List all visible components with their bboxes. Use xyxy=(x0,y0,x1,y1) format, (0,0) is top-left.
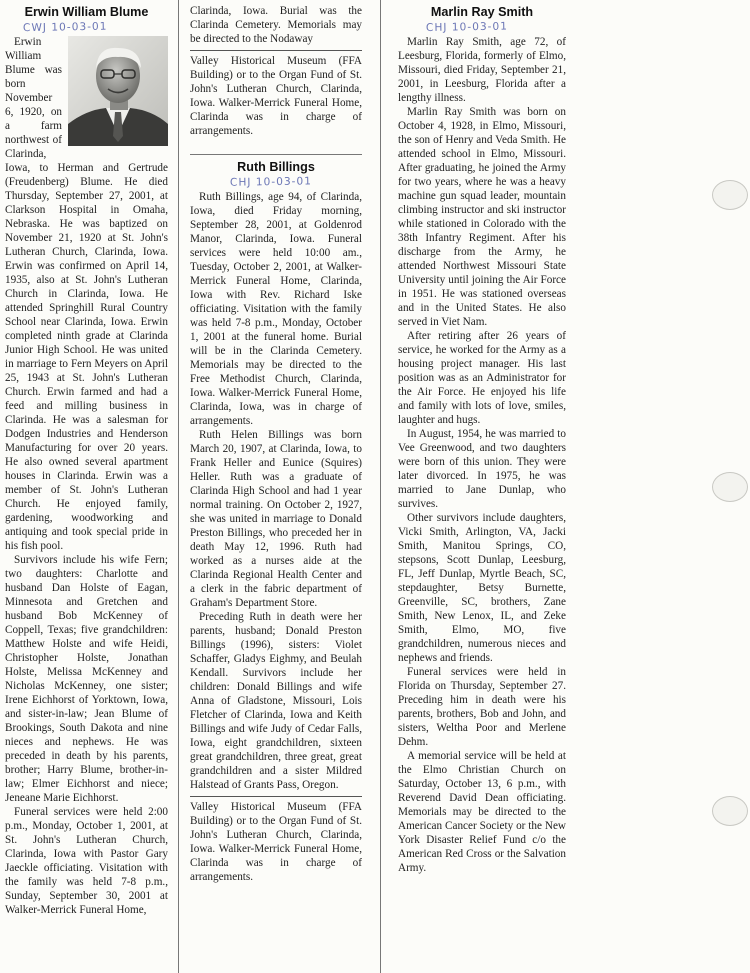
obituary-paragraph: After retiring after 26 years of service, he worked for the Army as a housing project manager. His last position was as an Administrator for the Air Force. He enjoyed his life and family with lots of love, smiles, laughter and hugs. xyxy=(398,330,566,426)
obituary-paragraph: A memorial service will be held at the Elmo Christian Church on Saturday, October 13, 6 p.m., with Reverend David Dean officiating. Memorials may be directed to the American Cancer Society or the New York Disaster Relief Fund c/o the American Red Cross or the Salvation Army. xyxy=(398,750,566,874)
obituary-headline: Ruth Billings xyxy=(237,160,315,174)
obituary-ruth-billings xyxy=(190,160,362,884)
obituary-paragraph: Survivors include his wife Fern; two daughters: Charlotte and husband Dan Holste of Eagan, Minnesota and Gretchen and husband Bob McKenney of Coppell, Texas; five grandchildren: Matthew Holste and wife Heidi, Christopher Holste, Jonathan Holste, Melissa McKenney and Nicholas McKenney, one sister; Irene Eichhorst of Yorktown, Iowa, and sister-in-law; Jean Blume of Brookings, South Dakota and nine nieces and nephews. He was preceded in death by his parents, brother; Harry Blume, brother-in-law; Elmer Eichhorst and niece; Jeneane Marie Eichhorst. xyxy=(5,554,168,804)
obituary-headline: Marlin Ray Smith xyxy=(430,5,534,19)
obituary-paragraph: In August, 1954, he was married to Vee Greenwood, and two daughters were born of this union. They were later divorced. In 1975, he was married to Jane Dunlap, who survives. xyxy=(398,428,566,510)
obituary-continuation xyxy=(190,54,362,138)
divider-line xyxy=(190,796,362,797)
obituary-body xyxy=(398,35,566,875)
obituary-continuation xyxy=(190,4,362,46)
divider-line xyxy=(190,154,362,155)
obituary-paragraph: Valley Historical Museum (FFA Building) or to the Organ Fund of St. John's Lutheran Church, Clarinda, Iowa. Walker-Merrick Funeral Home, Clarinda was in charge of arrangements. xyxy=(190,55,362,137)
handwritten-date-stamp: CHJ 10-03-01 xyxy=(425,20,509,34)
portrait-photo xyxy=(68,36,168,146)
obituary-body xyxy=(190,190,362,792)
obituary-paragraph: Clarinda, Iowa. Burial was the Clarinda Cemetery. Memorials may be directed to the Nodaway xyxy=(190,5,362,45)
obituary-paragraph: Marlin Ray Smith, age 72, of Leesburg, Florida, formerly of Elmo, Missouri, died Friday, September 21, 2001, in Leesburg, Florida after a lengthy illness. xyxy=(398,36,566,104)
column-divider xyxy=(178,0,179,973)
obituary-paragraph: Funeral services were held in Florida on Thursday, September 27. Preceding him in death were his parents, brothers, Bob and John, and sisters, Weltha Poor and Merlene Dehm. xyxy=(398,666,566,748)
obituary-paragraph: Ruth Billings, age 94, of Clarinda, Iowa, died Friday morning, September 28, 2001, at Goldenrod Manor, Clarinda, Iowa. Funeral services were held 10:00 am., Tuesday, October 2, 2001, at Walker-Merrick Funeral Home, Clarinda, Iowa with Rev. Richard Iske officiating. Visitation with the family was held 7-8 p.m., Monday, October 1, 2001 at the funeral home. Burial will be in the Clarinda Cemetery. Memorials may be directed to the Free Methodist Church, Clarinda, Iowa. Walker-Merrick Funeral Home, Clarinda, Iowa, was in charge of arrangements. xyxy=(190,191,362,427)
obituary-body xyxy=(5,35,168,917)
obituary-marlin-smith xyxy=(398,0,566,875)
obituary-paragraph: Erwin William Blume was born November 6, 1920, on a farm northwest of Clarinda, Iowa, to Herman and Gertrude (Freudenberg) Blume. He died Thursday, September 27, 2001, at Clarkson Hospital in Omaha, Nebraska. He was baptized on November 21, 1920 at St. John's Lutheran Church, Clarinda, Iowa. Erwin was confirmed on April 14, 1935, also at St. John's Lutheran Church in Clarinda, Iowa. He attended Springhill Rural Country School near Clarinda, Iowa. Erwin completed ninth grade at Clarinda Junior High School. He was united in marriage to Fern Meyers on April 25, 1943 at St. John's Lutheran Church. Erwin farmed and had a feed and milling business in Clarinda. He was a salesman for Dodgen Industries and Henderson Manufacturing for over 20 years. He also owned several apartment houses in Clarinda. Erwin was a member of St. John's Lutheran Church. He enjoyed family, gardening, woodworking and antiquing and took special pride in his fish pool. xyxy=(5,36,168,552)
obituary-continuation xyxy=(190,800,362,884)
obituary-paragraph: Marlin Ray Smith was born on October 4, 1928, in Elmo, Missouri, the son of Henry and Veda Smith. He attended school in Elmo, Missouri. After graduating, he joined the Army for two years, where he was a heavy machine gun squad leader, mountain climbing instructor and ski instructor while stationed in Colorado with the 38th Infantry Regiment. After his discharge from the Army, he attended Northwest Missouri State University until joining the Air Force in 1951. He was stationed overseas and in the United States. He also served in Viet Nam. xyxy=(398,106,566,328)
hole-punch-mark xyxy=(712,472,748,502)
obituary-paragraph: Preceding Ruth in death were her parents, husband; Donald Preston Billings (1996), sisters: Violet Schaffer, Gladys Eighmy, and Beulah Kendall. Survivors include her children: Donald Billings and wife Anna of Gladstone, Missouri, Lois Fletcher of Clarinda, Iowa and Keith Billings and wife Judy of Cedar Falls, Iowa, eight grandchildren, sixteen great grandchildren, three great, great grandchildren and a sister Mildred Halstead of Grants Pass, Oregon. xyxy=(190,611,362,791)
obituary-headline: Erwin William Blume xyxy=(24,5,149,19)
obituary-paragraph: Other survivors include daughters, Vicki Smith, Arlington, VA, Jacki Smith, Manitou Springs, CO, stepsons, Scott Dunlap, Leesburg, FL, Jeff Dunlap, Myrtle Beach, SC, stepdaughter, Betsy Burnette, Greenville, SC, brothers, Zane Smith, New Lenox, IL, and Zeke Smith, Elmo, MO, five grandchildren, numerous nieces and nephews and friends. xyxy=(398,512,566,664)
obituary-erwin-blume xyxy=(5,0,168,917)
handwritten-date-stamp: CHJ 10-03-01 xyxy=(229,175,313,189)
hole-punch-mark xyxy=(712,796,748,826)
handwritten-date-stamp: CWJ 10-03-01 xyxy=(22,20,108,35)
hole-punch-mark xyxy=(712,180,748,210)
obituary-paragraph: Funeral services were held 2:00 p.m., Monday, October 1, 2001, at St. John's Lutheran Church, Clarinda, Iowa with Pastor Gary Jaeckle officiating. Visitation with the family was held 7-8 p.m., Sunday, September 30, 2001 at Walker-Merrick Funeral Home, xyxy=(5,806,168,916)
obituary-paragraph: Ruth Helen Billings was born March 20, 1907, at Clarinda, Iowa, to Frank Heller and Eunice (Squires) Heller. Ruth was a graduate of Clarinda High School and had 1 year normal training. On October 2, 1927, she was united in marriage to Donald Preston Billings, who preceded her in death May 12, 1996. Ruth had worked as a nurses aide at the Clarinda Regional Health Center and a clerk in the fabric department of Graham's Department Store. xyxy=(190,429,362,609)
column-divider xyxy=(380,0,381,973)
divider-line xyxy=(190,50,362,51)
obituary-column-middle xyxy=(190,0,362,884)
obituary-paragraph: Valley Historical Museum (FFA Building) or to the Organ Fund of St. John's Lutheran Church, Clarinda, Iowa. Walker-Merrick Funeral Home, Clarinda was in charge of arrangements. xyxy=(190,801,362,883)
